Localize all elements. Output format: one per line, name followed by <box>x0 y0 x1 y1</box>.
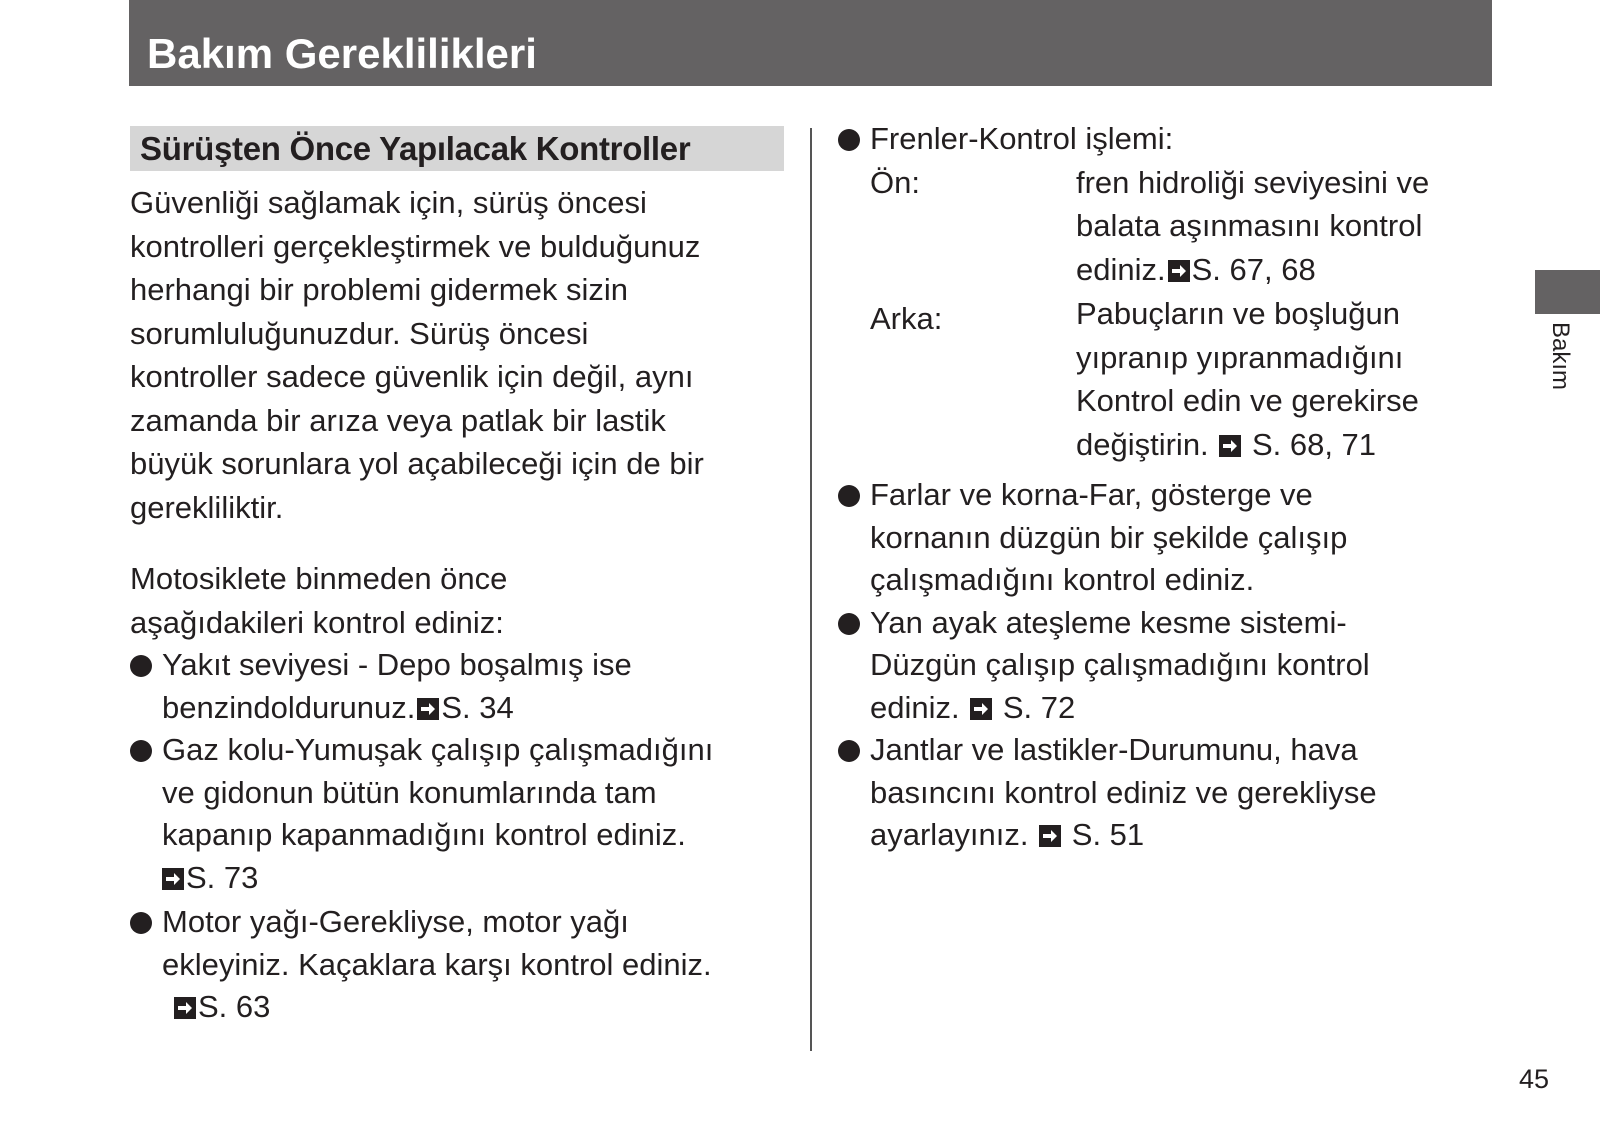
intro-paragraph <box>130 181 790 529</box>
pre-list-paragraph <box>130 557 790 644</box>
page-reference[interactable]: S. 72 <box>1002 689 1076 725</box>
intro-line: kontrolleri gerçekleştirmek ve bulduğunuz <box>130 228 701 264</box>
pre-list-line: Motosiklete binmeden önce <box>130 561 508 596</box>
list-item-throttle <box>130 729 790 899</box>
bullet-line-with-ref <box>870 814 1478 857</box>
bullet-line: basıncını kontrol ediniz ve gerekliyse <box>870 774 1377 810</box>
bullet-line: Düzgün çalışıp çalışmadığını kontrol <box>870 647 1370 682</box>
bullet-line: çalışmadığını kontrol ediniz. <box>870 562 1255 597</box>
bullet-dot <box>130 912 152 934</box>
side-tab <box>1535 270 1600 314</box>
brake-line: Pabuçların ve boşluğun <box>1076 296 1401 331</box>
page-reference[interactable]: S. 73 <box>186 859 259 895</box>
brake-front-label: Ön: <box>870 164 920 200</box>
brake-line: fren hidroliği seviyesini ve <box>1076 164 1430 200</box>
intro-line: sorumluluğunuzdur. Sürüş öncesi <box>130 315 589 351</box>
list-item-wheels-tires <box>838 729 1478 857</box>
brake-text: ediniz. <box>1076 251 1166 287</box>
header-bar <box>129 0 1492 86</box>
page-reference[interactable]: S. 63 <box>198 989 271 1024</box>
bullet-line: Yan ayak ateşleme kesme sistemi- <box>870 604 1347 640</box>
list-item-fuel <box>130 644 790 729</box>
page-reference[interactable]: S. 51 <box>1071 817 1145 852</box>
brake-line: balata aşınmasını kontrol <box>1076 208 1423 243</box>
section-header <box>130 126 784 171</box>
bullet-text: benzindoldurunuz. <box>162 689 416 725</box>
list-item-brakes <box>838 118 1478 161</box>
bullet-line: ve gidonun bütün konumlarında tam <box>162 774 657 810</box>
bullet-text: ayarlayınız. <box>870 817 1029 852</box>
intro-line: Güvenliği sağlamak için, sürüş öncesi <box>130 185 647 220</box>
bullet-line: Jantlar ve lastikler-Durumunu, hava <box>870 732 1358 767</box>
intro-line: gerekliliktir. <box>130 489 284 525</box>
brake-rear-row <box>838 292 1478 466</box>
page-title: Bakım Gereklilikleri <box>147 30 537 77</box>
page-reference-arrow-icon <box>162 868 184 890</box>
bullet-line: Motor yağı-Gerekliyse, motor yağı <box>162 904 629 939</box>
section-title: Sürüşten Önce Yapılacak Kontroller <box>140 130 691 167</box>
brake-line: Kontrol edin ve gerekirse <box>1076 383 1419 418</box>
page-reference-arrow-icon <box>417 698 439 720</box>
page-reference-arrow-icon <box>1168 260 1190 282</box>
intro-line: büyük sorunlara yol açabileceği için de bir <box>130 446 704 481</box>
brake-rear-label: Arka: <box>870 301 943 336</box>
side-tab-label: Bakım <box>1547 322 1574 391</box>
bullet-dot <box>130 655 152 677</box>
bullet-text: ediniz. <box>870 689 960 725</box>
brake-line-with-ref <box>1076 423 1478 467</box>
bullet-line: Yakıt seviyesi - Depo boşalmış ise <box>162 647 632 682</box>
bullet-dot <box>838 485 860 507</box>
intro-line: kontroller sadece güvenlik için değil, aynı <box>130 359 694 394</box>
bullet-dot <box>130 740 152 762</box>
page-reference[interactable]: S. 67, 68 <box>1191 251 1316 287</box>
bullet-dot <box>838 129 860 151</box>
list-item-side-stand <box>838 602 1478 730</box>
pre-list-line: aşağıdakileri kontrol ediniz: <box>130 604 504 640</box>
brake-front-text <box>1076 161 1478 292</box>
page-reference[interactable]: S. 34 <box>441 689 514 725</box>
brake-text: değiştirin. <box>1076 426 1209 462</box>
page-reference-arrow-icon <box>1039 825 1061 847</box>
page-reference-arrow-icon <box>174 997 196 1019</box>
list-item-engine-oil <box>130 901 790 1029</box>
bullet-line-with-ref <box>162 687 790 730</box>
bullet-line: ekleyiniz. Kaçaklara karşı kontrol ediniz. <box>162 946 712 982</box>
bullet-line: kornanın düzgün bir şekilde çalışıp <box>870 519 1348 555</box>
bullet-ref-line <box>162 857 790 900</box>
brake-line: yıpranıp yıpranmadığını <box>1076 339 1404 375</box>
page-reference-arrow-icon <box>970 698 992 720</box>
bullet-line: Gaz kolu-Yumuşak çalışıp çalışmadığını <box>162 732 714 767</box>
intro-line: zamanda bir arıza veya patlak bir lastik <box>130 402 666 438</box>
bullet-line: Frenler-Kontrol işlemi: <box>870 121 1174 156</box>
left-column <box>130 126 790 1029</box>
right-column <box>838 118 1478 857</box>
page-reference[interactable]: S. 68, 71 <box>1251 426 1377 462</box>
bullet-line: Farlar ve korna-Far, gösterge ve <box>870 477 1313 512</box>
bullet-dot <box>838 740 860 762</box>
list-item-lights-horn <box>838 474 1478 602</box>
brake-line-with-ref <box>1076 248 1478 292</box>
column-divider <box>810 128 812 1051</box>
brake-rear-text <box>1076 292 1478 466</box>
bullet-dot <box>838 613 860 635</box>
brake-front-row <box>838 161 1478 292</box>
page-number: 45 <box>1519 1064 1550 1094</box>
bullet-ref-line <box>162 986 790 1029</box>
bullet-line-with-ref <box>870 687 1478 730</box>
bullet-line: kapanıp kapanmadığını kontrol ediniz. <box>162 817 686 852</box>
page-reference-arrow-icon <box>1219 435 1241 457</box>
intro-line: herhangi bir problemi gidermek sizin <box>130 272 628 307</box>
